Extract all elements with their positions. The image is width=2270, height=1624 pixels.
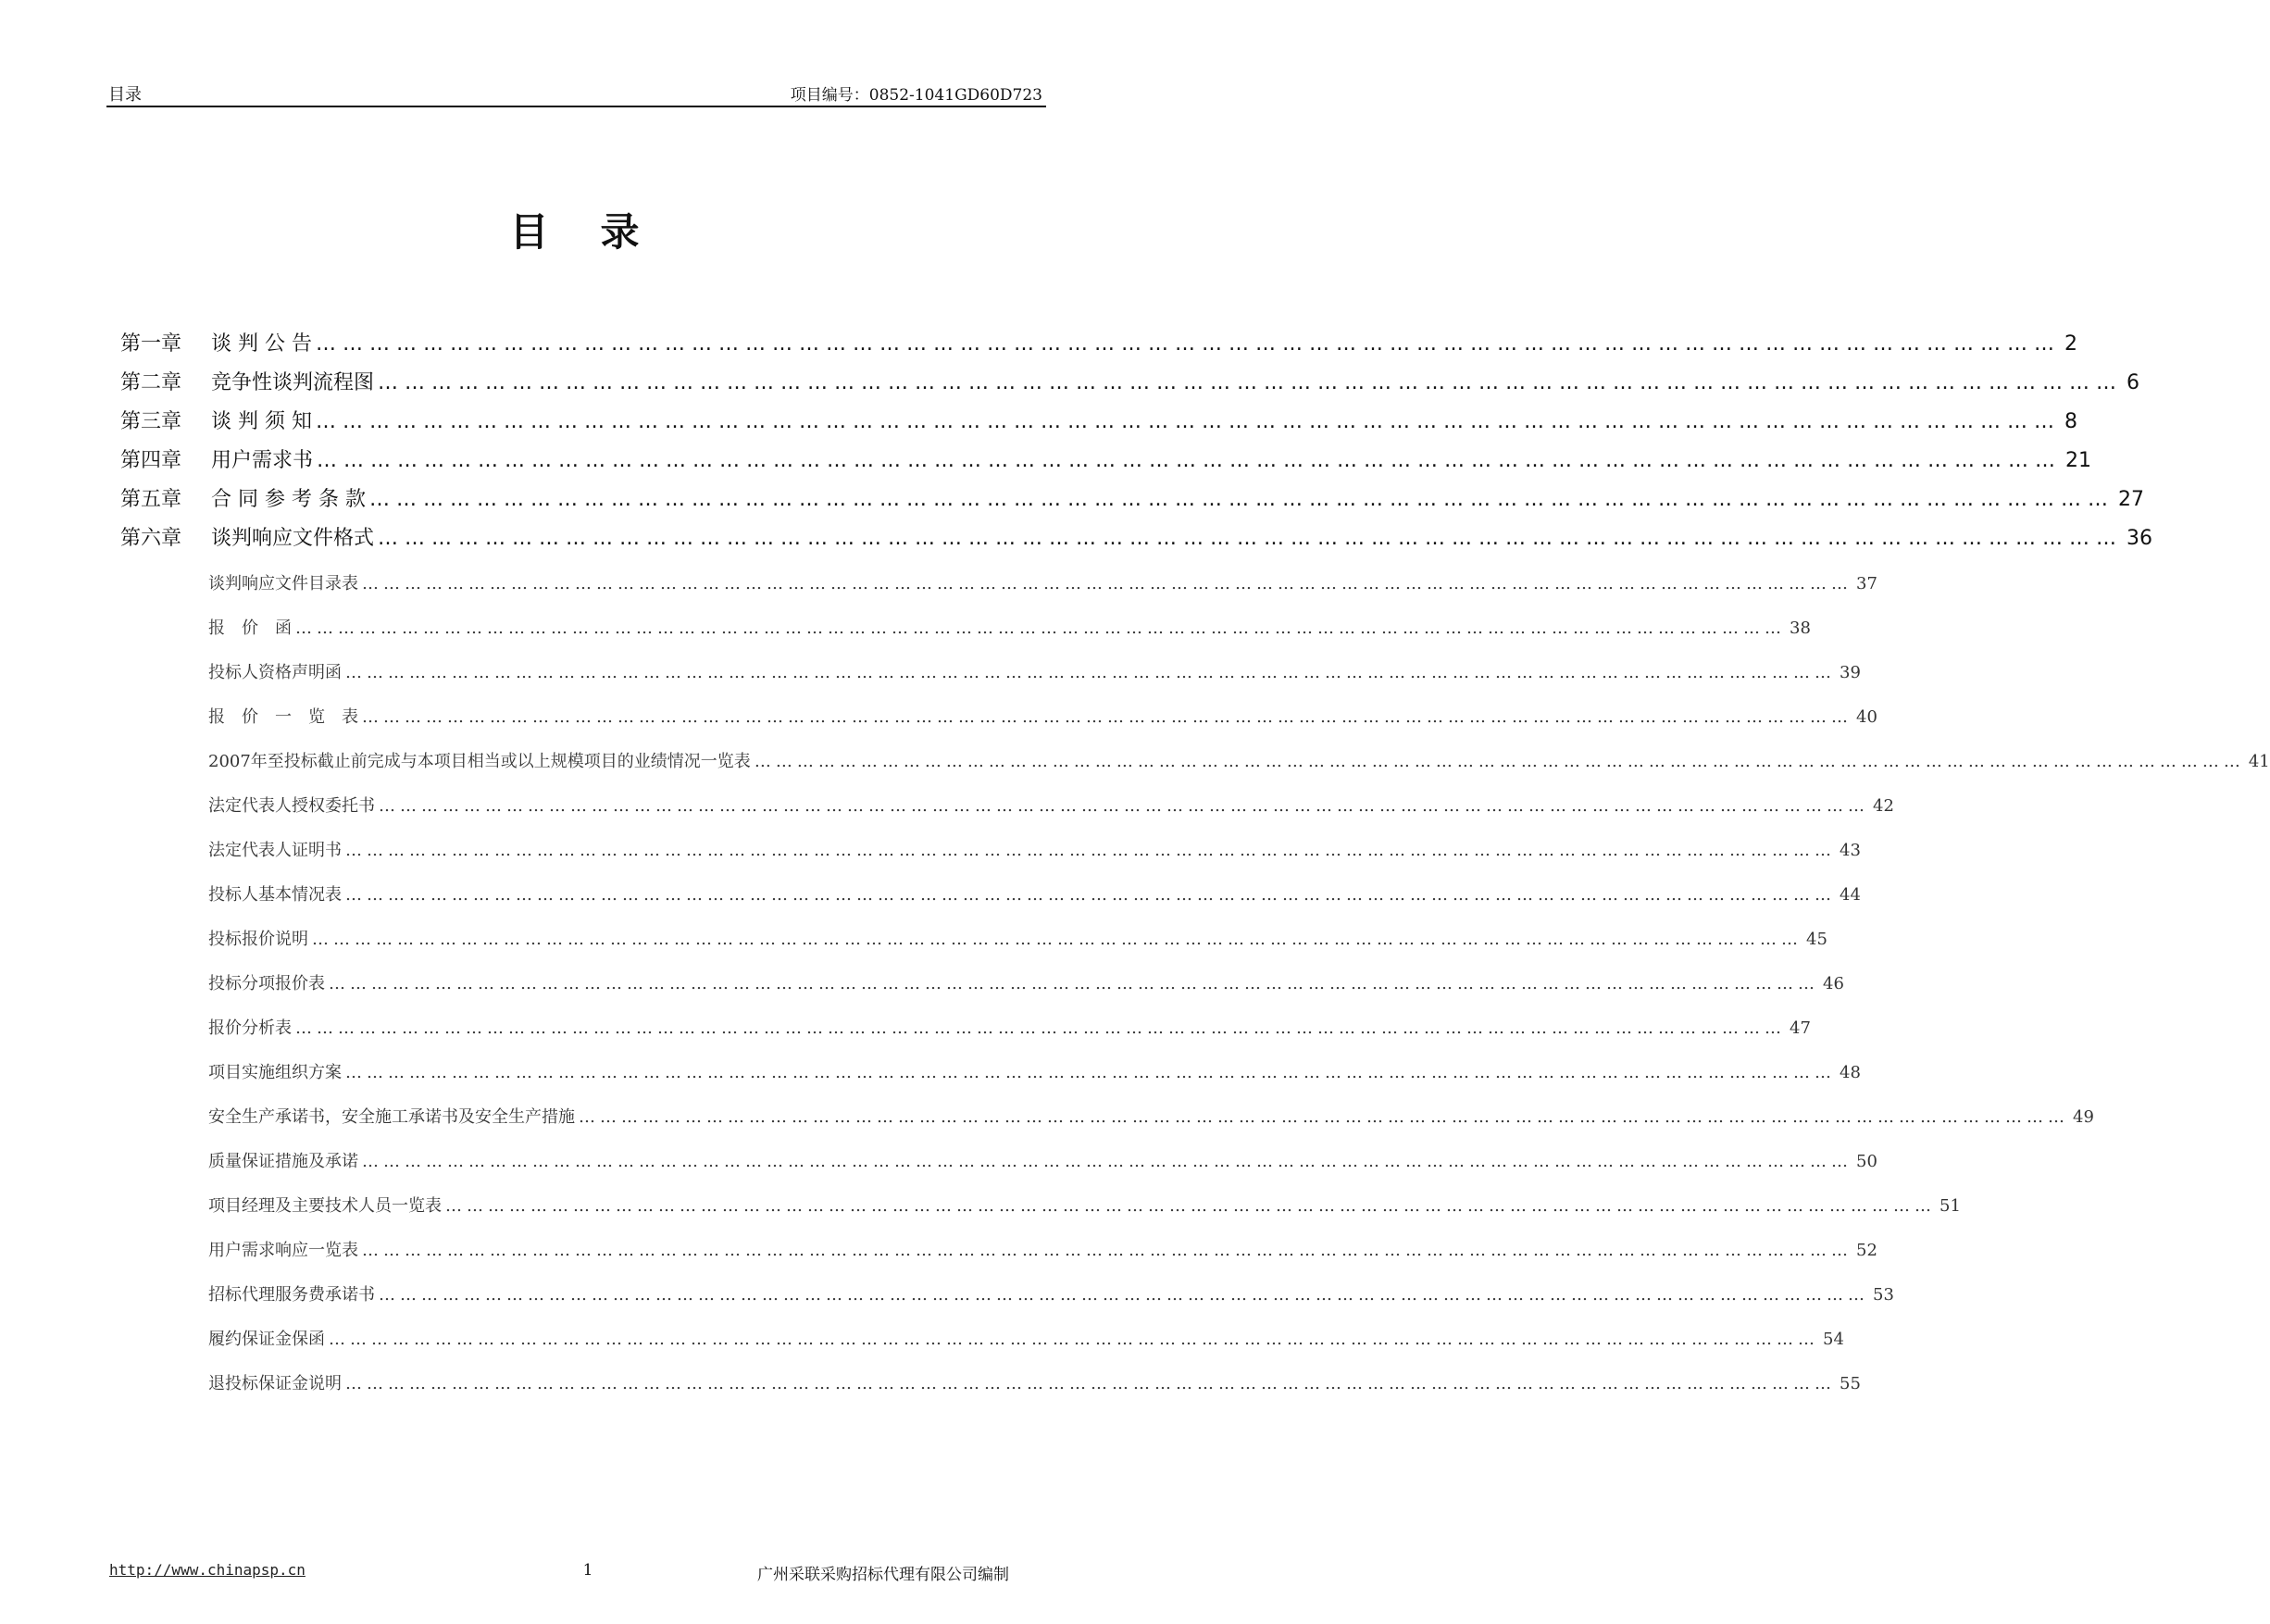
leader-dots: ………………………………………………………………………………………………………………………………………………………………………………………… [345,885,1836,905]
chapter-page: 36 [2127,527,2153,550]
toc-subitem[interactable] [208,1326,1844,1350]
leader-dots: ………………………………………………………………………………………………………………………………………………………………………………………… [379,796,1869,816]
chapter-title: 合 同 参 考 条 款 [211,488,366,511]
leader-dots: ………………………………………………………………………………………………………………………………………………………………………………………… [345,1063,1836,1082]
leader-dots: …………………………………………………………………………………………………………………………………………………………………………… [378,371,2124,394]
page-footer [109,1561,1046,1583]
subitem-page: 44 [1840,885,1861,905]
leader-dots: ………………………………………………………………………………………………………………………………………………………………………………………… [345,663,1836,682]
chapter-title: 谈判响应文件格式 [211,527,375,550]
chapter-number: 第五章 [120,488,182,511]
toc-subitem[interactable] [208,615,1811,639]
leader-dots: ………………………………………………………………………………………………………………………………………………………………………………………… [345,841,1836,860]
subitem-title: 法定代表人授权委托书 [208,796,375,816]
toc-subitem[interactable] [208,570,1877,594]
chapter-number: 第四章 [120,449,182,472]
leader-dots: ………………………………………………………………………………………………………………………………………………………………………………………… [362,1241,1852,1260]
leader-dots: ………………………………………………………………………………………………………………………………………………………………………………………… [379,1285,1869,1305]
chapter-number: 第二章 [120,371,182,394]
chapter-number: 第三章 [120,410,182,433]
toc-subitem[interactable] [208,970,1844,994]
toc-subitem[interactable] [208,1237,1877,1261]
leader-dots: ………………………………………………………………………………………………………………………………………………………………………………………… [329,974,1819,993]
chapter-page: 27 [2117,488,2144,511]
leader-dots: …………………………………………………………………………………………………………………………………………………………………………… [317,449,2063,472]
chapter-number: 第六章 [120,527,182,550]
toc-subitem[interactable] [208,1281,1894,1305]
toc-subitem[interactable] [208,1015,1811,1039]
chapter-page: 21 [2065,449,2092,472]
leader-dots: …………………………………………………………………………………………………………………………………………………………………………… [368,488,2114,511]
subitem-title: 质量保证措施及承诺 [208,1152,358,1171]
website-link[interactable]: http://www.chinapsp.cn [109,1561,306,1579]
leader-dots: ………………………………………………………………………………………………………………………………………………………………………………………… [445,1196,1936,1216]
chapter-title: 谈 判 公 告 [211,332,312,356]
subitem-page: 39 [1840,663,1861,682]
header-section-label: 目录 [108,85,142,105]
subitem-page: 40 [1856,707,1877,727]
subitem-page: 41 [2248,752,2270,771]
toc-subitem[interactable] [208,837,1861,861]
toc-subitem[interactable] [208,704,1877,728]
leader-dots: ………………………………………………………………………………………………………………………………………………………………………………………… [754,752,2245,771]
subitem-title: 招标代理服务费承诺书 [208,1285,375,1305]
toc-subitem[interactable] [208,881,1861,906]
subitem-title: 法定代表人证明书 [208,841,342,860]
subitem-page: 45 [1806,930,1827,949]
subitem-title: 投标报价说明 [208,930,308,949]
leader-dots: ………………………………………………………………………………………………………………………………………………………………………………………… [345,1374,1836,1393]
chapter-title: 竞争性谈判流程图 [211,371,375,394]
toc-subitem[interactable] [208,1370,1861,1394]
toc-chapter-6[interactable] [120,522,2153,551]
subitem-title: 报 价 一 览 表 [208,707,358,727]
subitem-title: 投标人资格声明函 [208,663,342,682]
leader-dots: ………………………………………………………………………………………………………………………………………………………………………………………… [295,1018,1786,1038]
subitem-title: 2007年至投标截止前完成与本项目相当或以上规模项目的业绩情况一览表 [208,752,751,771]
subitem-page: 49 [2073,1107,2094,1127]
subitem-page: 42 [1873,796,1894,816]
subitem-page: 51 [1939,1196,1961,1216]
toc-subitem[interactable] [208,1104,2094,1128]
toc-subitem[interactable] [208,659,1861,683]
subitem-page: 43 [1840,841,1861,860]
subitem-page: 38 [1790,618,1811,638]
footer-organization: 广州采联采购招标代理有限公司编制 [757,1566,1009,1584]
subitem-page: 54 [1823,1330,1844,1349]
leader-dots: ………………………………………………………………………………………………………………………………………………………………………………………… [362,707,1852,727]
toc-subitem[interactable] [208,793,1894,817]
leader-dots: ………………………………………………………………………………………………………………………………………………………………………………………… [295,618,1786,638]
subitem-page: 47 [1790,1018,1811,1038]
subitem-title: 退投标保证金说明 [208,1374,342,1393]
subitem-title: 谈判响应文件目录表 [208,574,358,593]
chapter-page: 6 [2127,371,2140,394]
subitem-title: 安全生产承诺书，安全施工承诺书及安全生产措施 [208,1107,575,1127]
leader-dots: ………………………………………………………………………………………………………………………………………………………………………………………… [579,1107,2069,1127]
leader-dots: …………………………………………………………………………………………………………………………………………………………………………… [315,410,2061,433]
leader-dots: ………………………………………………………………………………………………………………………………………………………………………………………… [312,930,1802,949]
toc-subitem[interactable] [208,926,1827,950]
subitem-page: 55 [1840,1374,1861,1393]
subitem-title: 投标分项报价表 [208,974,325,993]
subitem-page: 46 [1823,974,1844,993]
toc-subitem[interactable] [208,1148,1877,1172]
subitem-title: 投标人基本情况表 [208,885,342,905]
page-title: 目录 [509,209,692,255]
chapter-page: 8 [2064,410,2077,433]
page-number: 1 [582,1561,593,1580]
subitem-title: 用户需求响应一览表 [208,1241,358,1260]
leader-dots: ………………………………………………………………………………………………………………………………………………………………………………………… [329,1330,1819,1349]
toc-subitem[interactable] [208,1059,1861,1083]
toc-subitem[interactable] [208,748,2270,772]
subitem-page: 53 [1873,1285,1894,1305]
toc-chapter-2[interactable] [120,367,2140,395]
subitem-title: 履约保证金保函 [208,1330,325,1349]
chapter-title: 用户需求书 [211,449,314,472]
toc-subitem[interactable] [208,1193,1961,1217]
leader-dots: ………………………………………………………………………………………………………………………………………………………………………………………… [362,1152,1852,1171]
subitem-title: 项目经理及主要技术人员一览表 [208,1196,442,1216]
leader-dots: …………………………………………………………………………………………………………………………………………………………………………… [378,527,2124,550]
subitem-title: 项目实施组织方案 [208,1063,342,1082]
toc-chapter-3[interactable] [120,406,2077,434]
header-project-number: 项目编号：0852-1041GD60D723 [790,86,1042,105]
subitem-page: 37 [1856,574,1877,593]
subitem-page: 48 [1840,1063,1861,1082]
leader-dots: …………………………………………………………………………………………………………………………………………………………………………… [315,332,2061,356]
toc-chapter-1[interactable] [120,328,2077,356]
toc-chapter-5[interactable] [120,483,2144,512]
subitem-page: 50 [1856,1152,1877,1171]
subitem-title: 报 价 函 [208,618,292,638]
subitem-page: 52 [1856,1241,1877,1260]
chapter-page: 2 [2064,332,2077,356]
chapter-number: 第一章 [120,332,182,356]
toc-chapter-4[interactable] [120,444,2092,473]
subitem-title: 报价分析表 [208,1018,292,1038]
leader-dots: ………………………………………………………………………………………………………………………………………………………………………………………… [362,574,1852,593]
chapter-title: 谈 判 须 知 [211,410,312,433]
